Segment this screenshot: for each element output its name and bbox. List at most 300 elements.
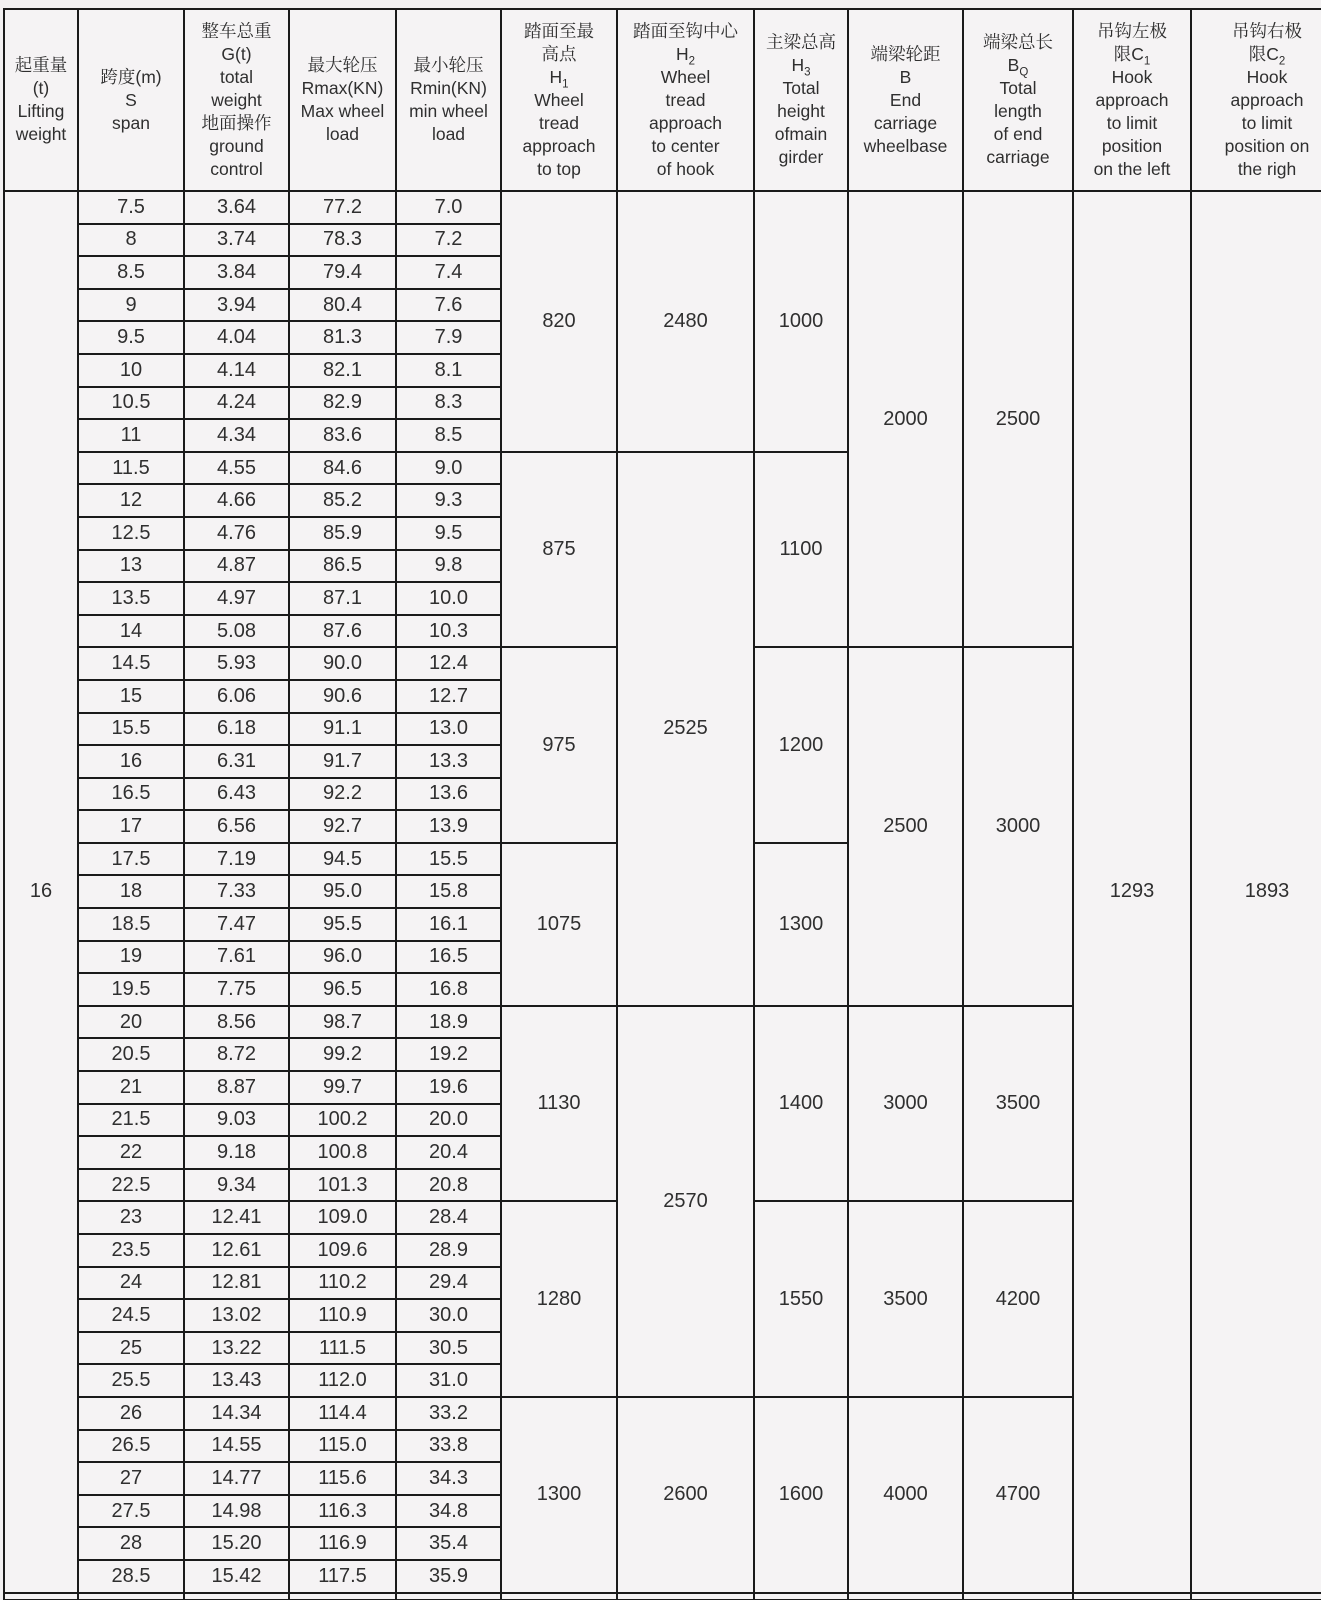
header-line: ground bbox=[209, 135, 264, 156]
header-line: 限$C_2$ bbox=[1248, 43, 1286, 67]
c2-cell: 1893 bbox=[1191, 191, 1321, 1593]
rmax-cell: 92.7 bbox=[289, 810, 396, 843]
rmax-cell: 117.5 bbox=[289, 1560, 396, 1593]
col-header-max-wheel-load bbox=[289, 9, 396, 191]
rmin-cell: 19.2 bbox=[396, 1038, 501, 1071]
col-header-bq bbox=[963, 9, 1073, 191]
g-cell: 6.43 bbox=[184, 778, 289, 811]
g-cell: 3.74 bbox=[184, 224, 289, 257]
rmin-cell: 13.3 bbox=[396, 745, 501, 778]
col-header-h1 bbox=[501, 9, 617, 191]
h1-cell: 875 bbox=[501, 452, 617, 648]
rmin-cell: 35.4 bbox=[396, 1527, 501, 1560]
table-row bbox=[4, 191, 1321, 224]
rmax-cell: 114.4 bbox=[289, 1397, 396, 1430]
partial-cell bbox=[289, 1593, 396, 1600]
col-header-h3 bbox=[754, 9, 848, 191]
g-cell: 12.81 bbox=[184, 1267, 289, 1300]
g-cell: 12.61 bbox=[184, 1234, 289, 1267]
span-cell: 10 bbox=[78, 354, 184, 387]
header-line: Rmax(KN) bbox=[301, 78, 384, 98]
rmin-cell: 20.4 bbox=[396, 1136, 501, 1169]
span-cell: 28.5 bbox=[78, 1560, 184, 1593]
header-line: 地面操作 bbox=[201, 112, 272, 133]
rmax-cell: 77.2 bbox=[289, 191, 396, 224]
span-cell: 13.5 bbox=[78, 582, 184, 615]
span-cell: 25.5 bbox=[78, 1364, 184, 1397]
header-line: Lifting bbox=[17, 101, 65, 121]
c1-cell: 1293 bbox=[1073, 191, 1191, 1593]
rmin-cell: 28.4 bbox=[396, 1201, 501, 1234]
header-line: $H_3$ bbox=[791, 55, 811, 79]
rmax-cell: 84.6 bbox=[289, 452, 396, 485]
rmax-cell: 83.6 bbox=[289, 419, 396, 452]
g-cell: 15.20 bbox=[184, 1527, 289, 1560]
partial-cell bbox=[963, 1593, 1073, 1600]
span-cell: 9.5 bbox=[78, 321, 184, 354]
rmin-cell: 9.8 bbox=[396, 550, 501, 583]
header-line: position bbox=[1101, 135, 1163, 156]
b-cell: 3000 bbox=[848, 1006, 963, 1202]
header-line: 跨度(m) bbox=[100, 66, 162, 87]
g-cell: 4.76 bbox=[184, 517, 289, 550]
bq-cell: 2500 bbox=[963, 191, 1073, 647]
rmin-cell: 29.4 bbox=[396, 1267, 501, 1300]
span-cell: 8.5 bbox=[78, 256, 184, 289]
header-line: height bbox=[777, 101, 825, 121]
g-cell: 3.64 bbox=[184, 191, 289, 224]
b-cell: 2000 bbox=[848, 191, 963, 647]
rmax-cell: 110.2 bbox=[289, 1267, 396, 1300]
span-cell: 15.5 bbox=[78, 713, 184, 746]
header-line: position on bbox=[1224, 135, 1310, 156]
header-line: girder bbox=[778, 147, 824, 167]
rmax-cell: 115.0 bbox=[289, 1430, 396, 1463]
rmin-cell: 9.3 bbox=[396, 484, 501, 517]
g-cell: 4.24 bbox=[184, 387, 289, 420]
partial-row bbox=[4, 1593, 1321, 1600]
rmax-cell: 87.1 bbox=[289, 582, 396, 615]
header-line: G(t) bbox=[221, 43, 252, 64]
g-cell: 15.42 bbox=[184, 1560, 289, 1593]
rmax-cell: 96.5 bbox=[289, 973, 396, 1006]
partial-cell bbox=[184, 1593, 289, 1600]
rmin-cell: 31.0 bbox=[396, 1364, 501, 1397]
span-cell: 20 bbox=[78, 1006, 184, 1039]
rmin-cell: 8.5 bbox=[396, 419, 501, 452]
header-line: Total bbox=[999, 78, 1037, 98]
rmin-cell: 13.6 bbox=[396, 778, 501, 811]
span-cell: 14.5 bbox=[78, 647, 184, 680]
header-line: carriage bbox=[986, 147, 1050, 167]
col-header-span bbox=[78, 9, 184, 191]
span-cell: 11.5 bbox=[78, 452, 184, 485]
header-line: ofmain bbox=[774, 124, 828, 144]
header-line: total bbox=[219, 66, 254, 87]
span-cell: 24.5 bbox=[78, 1299, 184, 1332]
rmax-cell: 79.4 bbox=[289, 256, 396, 289]
h1-cell: 1130 bbox=[501, 1006, 617, 1202]
span-cell: 8 bbox=[78, 224, 184, 257]
header-line: on the left bbox=[1093, 158, 1171, 179]
partial-cell bbox=[1073, 1593, 1191, 1600]
header-line: approach bbox=[522, 135, 596, 156]
rmax-cell: 112.0 bbox=[289, 1364, 396, 1397]
crane-spec-table bbox=[3, 8, 1321, 1600]
header-line: B bbox=[899, 66, 912, 87]
rmin-cell: 30.5 bbox=[396, 1332, 501, 1365]
bq-cell: 3500 bbox=[963, 1006, 1073, 1202]
header-line: 端梁总长 bbox=[983, 32, 1053, 52]
span-cell: 16.5 bbox=[78, 778, 184, 811]
header-line: 踏面至钩中心 bbox=[633, 20, 738, 41]
span-cell: 22 bbox=[78, 1136, 184, 1169]
h2-cell: 2570 bbox=[617, 1006, 754, 1397]
rmin-cell: 10.0 bbox=[396, 582, 501, 615]
header-line: approach bbox=[1095, 89, 1169, 110]
header-line: S bbox=[125, 89, 137, 110]
header-line: approach bbox=[649, 112, 722, 133]
header-line: to limit bbox=[1241, 112, 1293, 133]
g-cell: 13.43 bbox=[184, 1364, 289, 1397]
rmax-cell: 111.5 bbox=[289, 1332, 396, 1365]
h3-cell: 1000 bbox=[754, 191, 848, 452]
span-cell: 22.5 bbox=[78, 1169, 184, 1202]
rmax-cell: 82.9 bbox=[289, 387, 396, 420]
rmin-cell: 30.0 bbox=[396, 1299, 501, 1332]
g-cell: 12.41 bbox=[184, 1201, 289, 1234]
header-line: tread bbox=[539, 112, 579, 133]
bq-cell: 4700 bbox=[963, 1397, 1073, 1593]
header-line: of hook bbox=[656, 158, 715, 179]
rmin-cell: 15.5 bbox=[396, 843, 501, 876]
partial-cell bbox=[396, 1593, 501, 1600]
g-cell: 4.55 bbox=[184, 452, 289, 485]
header-line: (t) bbox=[32, 78, 50, 98]
span-cell: 28 bbox=[78, 1527, 184, 1560]
rmin-cell: 16.1 bbox=[396, 908, 501, 941]
rmin-cell: 10.3 bbox=[396, 615, 501, 648]
span-cell: 19.5 bbox=[78, 973, 184, 1006]
col-header-total-weight bbox=[184, 9, 289, 191]
header-line: 吊钩左极 bbox=[1097, 20, 1167, 41]
header-line: of end bbox=[993, 124, 1043, 144]
rmax-cell: 96.0 bbox=[289, 941, 396, 974]
header-line: Total bbox=[782, 78, 820, 98]
h2-cell: 2480 bbox=[617, 191, 754, 452]
header-line: 主梁总高 bbox=[766, 32, 836, 52]
header-line: load bbox=[325, 124, 360, 144]
h3-cell: 1400 bbox=[754, 1006, 848, 1202]
header-line: the righ bbox=[1237, 158, 1297, 179]
rmax-cell: 100.8 bbox=[289, 1136, 396, 1169]
span-cell: 24 bbox=[78, 1267, 184, 1300]
header-line: $B_Q$ bbox=[1007, 55, 1029, 79]
header-line: span bbox=[112, 112, 150, 133]
rmin-cell: 7.0 bbox=[396, 191, 501, 224]
span-cell: 18 bbox=[78, 875, 184, 908]
bq-cell: 3000 bbox=[963, 647, 1073, 1006]
rmax-cell: 91.7 bbox=[289, 745, 396, 778]
col-header-h2 bbox=[617, 9, 754, 191]
header-line: load bbox=[431, 124, 466, 144]
rmax-cell: 99.2 bbox=[289, 1038, 396, 1071]
span-cell: 16 bbox=[78, 745, 184, 778]
span-cell: 19 bbox=[78, 941, 184, 974]
header-line: wheelbase bbox=[863, 135, 948, 156]
h1-cell: 1300 bbox=[501, 1397, 617, 1593]
rmin-cell: 13.0 bbox=[396, 713, 501, 746]
partial-cell bbox=[501, 1593, 617, 1600]
span-cell: 18.5 bbox=[78, 908, 184, 941]
col-header-c2 bbox=[1191, 9, 1321, 191]
rmax-cell: 94.5 bbox=[289, 843, 396, 876]
g-cell: 6.06 bbox=[184, 680, 289, 713]
rmax-cell: 98.7 bbox=[289, 1006, 396, 1039]
rmax-cell: 101.3 bbox=[289, 1169, 396, 1202]
header-line: 最大轮压 bbox=[307, 55, 378, 75]
rmax-cell: 81.3 bbox=[289, 321, 396, 354]
span-cell: 26 bbox=[78, 1397, 184, 1430]
header-line: length bbox=[994, 101, 1042, 121]
rmax-cell: 90.0 bbox=[289, 647, 396, 680]
header-line: to center bbox=[651, 135, 720, 156]
g-cell: 9.03 bbox=[184, 1104, 289, 1137]
span-cell: 21.5 bbox=[78, 1104, 184, 1137]
header-line: Hook bbox=[1111, 66, 1153, 87]
header-line: $H_2$ bbox=[675, 43, 696, 67]
header-line: Hook bbox=[1246, 66, 1288, 87]
g-cell: 8.56 bbox=[184, 1006, 289, 1039]
header-line: carriage bbox=[873, 112, 938, 133]
header-line: Max wheel bbox=[300, 101, 385, 121]
g-cell: 13.02 bbox=[184, 1299, 289, 1332]
span-cell: 27.5 bbox=[78, 1495, 184, 1528]
span-cell: 10.5 bbox=[78, 387, 184, 420]
span-cell: 11 bbox=[78, 419, 184, 452]
header-line: 踏面至最 bbox=[524, 20, 594, 41]
g-cell: 7.75 bbox=[184, 973, 289, 1006]
rmax-cell: 116.9 bbox=[289, 1527, 396, 1560]
partial-cell bbox=[78, 1593, 184, 1600]
span-cell: 23.5 bbox=[78, 1234, 184, 1267]
header-line: control bbox=[210, 158, 263, 179]
header-line: 起重量 bbox=[14, 55, 68, 75]
h1-cell: 975 bbox=[501, 647, 617, 843]
g-cell: 6.18 bbox=[184, 713, 289, 746]
g-cell: 13.22 bbox=[184, 1332, 289, 1365]
h3-cell: 1300 bbox=[754, 843, 848, 1006]
g-cell: 4.04 bbox=[184, 321, 289, 354]
span-cell: 15 bbox=[78, 680, 184, 713]
rmax-cell: 82.1 bbox=[289, 354, 396, 387]
g-cell: 6.31 bbox=[184, 745, 289, 778]
header-line: 吊钩右极 bbox=[1232, 20, 1302, 41]
g-cell: 8.72 bbox=[184, 1038, 289, 1071]
g-cell: 9.34 bbox=[184, 1169, 289, 1202]
rmax-cell: 116.3 bbox=[289, 1495, 396, 1528]
rmin-cell: 7.6 bbox=[396, 289, 501, 322]
g-cell: 3.94 bbox=[184, 289, 289, 322]
g-cell: 4.34 bbox=[184, 419, 289, 452]
table-body bbox=[4, 191, 1321, 1600]
span-cell: 23 bbox=[78, 1201, 184, 1234]
rmax-cell: 91.1 bbox=[289, 713, 396, 746]
rmin-cell: 33.8 bbox=[396, 1430, 501, 1463]
col-header-b bbox=[848, 9, 963, 191]
g-cell: 8.87 bbox=[184, 1071, 289, 1104]
span-cell: 25 bbox=[78, 1332, 184, 1365]
col-header-min-wheel-load bbox=[396, 9, 501, 191]
header-line: approach bbox=[1230, 89, 1304, 110]
rmax-cell: 109.6 bbox=[289, 1234, 396, 1267]
h3-cell: 1200 bbox=[754, 647, 848, 843]
header-line: Wheel bbox=[534, 89, 584, 110]
g-cell: 14.55 bbox=[184, 1430, 289, 1463]
rmin-cell: 34.3 bbox=[396, 1462, 501, 1495]
rmin-cell: 7.2 bbox=[396, 224, 501, 257]
bq-cell: 4200 bbox=[963, 1201, 1073, 1397]
rmin-cell: 28.9 bbox=[396, 1234, 501, 1267]
partial-cell bbox=[754, 1593, 848, 1600]
g-cell: 9.18 bbox=[184, 1136, 289, 1169]
partial-cell bbox=[848, 1593, 963, 1600]
g-cell: 14.34 bbox=[184, 1397, 289, 1430]
header-line: 限$C_1$ bbox=[1113, 43, 1151, 67]
b-cell: 3500 bbox=[848, 1201, 963, 1397]
header-line: weight bbox=[211, 89, 262, 110]
rmin-cell: 7.4 bbox=[396, 256, 501, 289]
h2-cell: 2600 bbox=[617, 1397, 754, 1593]
table-header bbox=[4, 9, 1321, 191]
g-cell: 7.47 bbox=[184, 908, 289, 941]
header-line: Rmin(KN) bbox=[410, 78, 487, 98]
header-line: 端梁轮距 bbox=[870, 43, 941, 64]
rmin-cell: 34.8 bbox=[396, 1495, 501, 1528]
rmin-cell: 16.8 bbox=[396, 973, 501, 1006]
h3-cell: 1100 bbox=[754, 452, 848, 648]
rmax-cell: 95.5 bbox=[289, 908, 396, 941]
rmin-cell: 35.9 bbox=[396, 1560, 501, 1593]
header-line: 整车总重 bbox=[201, 20, 272, 41]
h1-cell: 820 bbox=[501, 191, 617, 452]
span-cell: 13 bbox=[78, 550, 184, 583]
rmax-cell: 85.9 bbox=[289, 517, 396, 550]
col-header-c1 bbox=[1073, 9, 1191, 191]
rmin-cell: 18.9 bbox=[396, 1006, 501, 1039]
rmax-cell: 85.2 bbox=[289, 484, 396, 517]
g-cell: 4.97 bbox=[184, 582, 289, 615]
span-cell: 17 bbox=[78, 810, 184, 843]
g-cell: 6.56 bbox=[184, 810, 289, 843]
header-line: tread bbox=[665, 89, 706, 110]
h2-cell: 2525 bbox=[617, 452, 754, 1006]
rmax-cell: 95.0 bbox=[289, 875, 396, 908]
header-line: 最小轮压 bbox=[413, 55, 484, 75]
h1-cell: 1075 bbox=[501, 843, 617, 1006]
header-line: $H_1$ bbox=[549, 66, 569, 90]
rmin-cell: 20.8 bbox=[396, 1169, 501, 1202]
rmax-cell: 109.0 bbox=[289, 1201, 396, 1234]
partial-cell bbox=[1191, 1593, 1321, 1600]
rmin-cell: 33.2 bbox=[396, 1397, 501, 1430]
g-cell: 7.33 bbox=[184, 875, 289, 908]
rmax-cell: 110.9 bbox=[289, 1299, 396, 1332]
rmin-cell: 8.1 bbox=[396, 354, 501, 387]
rmax-cell: 100.2 bbox=[289, 1104, 396, 1137]
rmin-cell: 19.6 bbox=[396, 1071, 501, 1104]
header-line: to limit bbox=[1106, 112, 1158, 133]
g-cell: 4.87 bbox=[184, 550, 289, 583]
rmin-cell: 9.0 bbox=[396, 452, 501, 485]
span-cell: 9 bbox=[78, 289, 184, 322]
h3-cell: 1600 bbox=[754, 1397, 848, 1593]
g-cell: 4.14 bbox=[184, 354, 289, 387]
h3-cell: 1550 bbox=[754, 1201, 848, 1397]
rmin-cell: 12.4 bbox=[396, 647, 501, 680]
span-cell: 7.5 bbox=[78, 191, 184, 224]
span-cell: 27 bbox=[78, 1462, 184, 1495]
span-cell: 12 bbox=[78, 484, 184, 517]
span-cell: 26.5 bbox=[78, 1430, 184, 1463]
rmax-cell: 87.6 bbox=[289, 615, 396, 648]
rmax-cell: 99.7 bbox=[289, 1071, 396, 1104]
h1-cell: 1280 bbox=[501, 1201, 617, 1397]
lifting-weight-cell: 16 bbox=[4, 191, 78, 1593]
header-row bbox=[4, 9, 1321, 191]
rmin-cell: 16.5 bbox=[396, 941, 501, 974]
rmin-cell: 13.9 bbox=[396, 810, 501, 843]
g-cell: 14.77 bbox=[184, 1462, 289, 1495]
rmin-cell: 20.0 bbox=[396, 1104, 501, 1137]
g-cell: 4.66 bbox=[184, 484, 289, 517]
rmin-cell: 7.9 bbox=[396, 321, 501, 354]
rmax-cell: 115.6 bbox=[289, 1462, 396, 1495]
rmax-cell: 92.2 bbox=[289, 778, 396, 811]
header-line: weight bbox=[15, 124, 67, 144]
partial-cell bbox=[617, 1593, 754, 1600]
g-cell: 3.84 bbox=[184, 256, 289, 289]
rmin-cell: 8.3 bbox=[396, 387, 501, 420]
rmax-cell: 78.3 bbox=[289, 224, 396, 257]
rmax-cell: 86.5 bbox=[289, 550, 396, 583]
rmin-cell: 12.7 bbox=[396, 680, 501, 713]
g-cell: 5.08 bbox=[184, 615, 289, 648]
rmax-cell: 90.6 bbox=[289, 680, 396, 713]
header-line: Wheel bbox=[660, 66, 711, 87]
g-cell: 7.61 bbox=[184, 941, 289, 974]
header-line: End bbox=[889, 89, 922, 110]
span-cell: 14 bbox=[78, 615, 184, 648]
b-cell: 2500 bbox=[848, 647, 963, 1006]
partial-cell bbox=[4, 1593, 78, 1600]
header-line: min wheel bbox=[409, 101, 488, 121]
header-line: 高点 bbox=[541, 43, 577, 64]
b-cell: 4000 bbox=[848, 1397, 963, 1593]
span-cell: 12.5 bbox=[78, 517, 184, 550]
rmin-cell: 9.5 bbox=[396, 517, 501, 550]
span-cell: 17.5 bbox=[78, 843, 184, 876]
col-header-lifting-weight bbox=[4, 9, 78, 191]
g-cell: 5.93 bbox=[184, 647, 289, 680]
span-cell: 20.5 bbox=[78, 1038, 184, 1071]
rmin-cell: 15.8 bbox=[396, 875, 501, 908]
g-cell: 14.98 bbox=[184, 1495, 289, 1528]
g-cell: 7.19 bbox=[184, 843, 289, 876]
span-cell: 21 bbox=[78, 1071, 184, 1104]
rmax-cell: 80.4 bbox=[289, 289, 396, 322]
header-line: to top bbox=[537, 158, 581, 179]
